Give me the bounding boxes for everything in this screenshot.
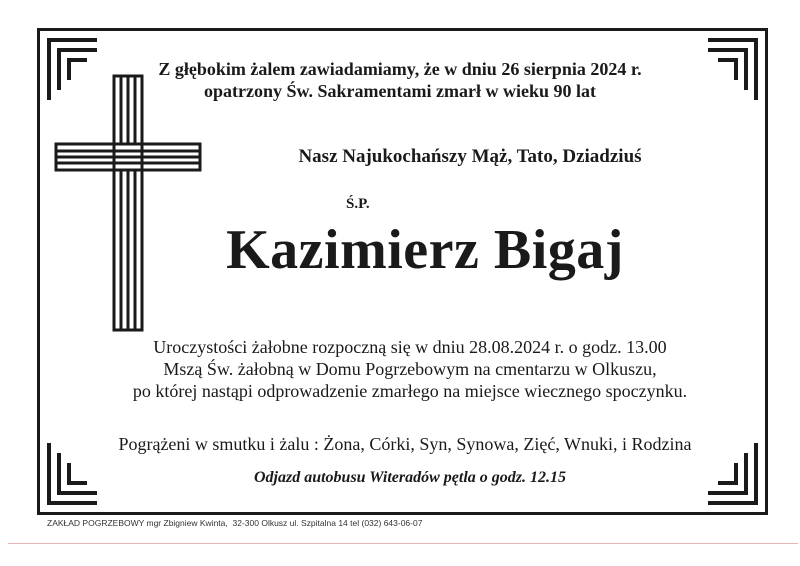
announcement-line-1: Z głębokim żalem zawiadamiamy, że w dniu 26 sierpnia 2024 r. xyxy=(158,59,642,79)
cross-icon xyxy=(54,74,202,339)
ceremony-line-3: po której nastąpi odprowadzenie zmarłego na miejsce wiecznego spoczynku. xyxy=(132,381,688,401)
bus-departure: Odjazd autobusu Witeradów pętla o godz. 12.15 xyxy=(253,469,567,486)
ceremony-line-2: Mszą Św. żałobną w Domu Pogrzebowym na cmentarzu w Olkuszu, xyxy=(163,359,657,379)
page-edge-line xyxy=(8,543,798,544)
announcement-line-2: opatrzony Św. Sakramentami zmarł w wieku 90 lat xyxy=(204,81,596,101)
corner-ornament-icon xyxy=(708,443,768,515)
deceased-name: Kazimierz Bigaj xyxy=(226,219,624,281)
corner-ornament-icon xyxy=(708,28,768,100)
mourners-line: Pogrążeni w smutku i żalu : Żona, Córki, Syn, Synowa, Zięć, Wnuki, i Rodzina xyxy=(118,434,692,454)
ceremony-line-1: Uroczystości żałobne rozpoczną się w dniu 28.08.2024 r. o godz. 13.00 xyxy=(153,337,667,357)
footer-company: ZAKŁAD POGRZEBOWY mgr Zbigniew Kwinta, xyxy=(47,518,228,528)
funeral-home-footer xyxy=(47,518,422,528)
footer-address: 32-300 Olkusz ul. Szpitalna 14 tel (032) 643-06-07 xyxy=(232,518,423,528)
sp-abbreviation: Ś.P. xyxy=(346,196,370,212)
corner-ornament-icon xyxy=(37,443,97,515)
dedication: Nasz Najukochańszy Mąż, Tato, Dziadziuś xyxy=(298,146,642,167)
